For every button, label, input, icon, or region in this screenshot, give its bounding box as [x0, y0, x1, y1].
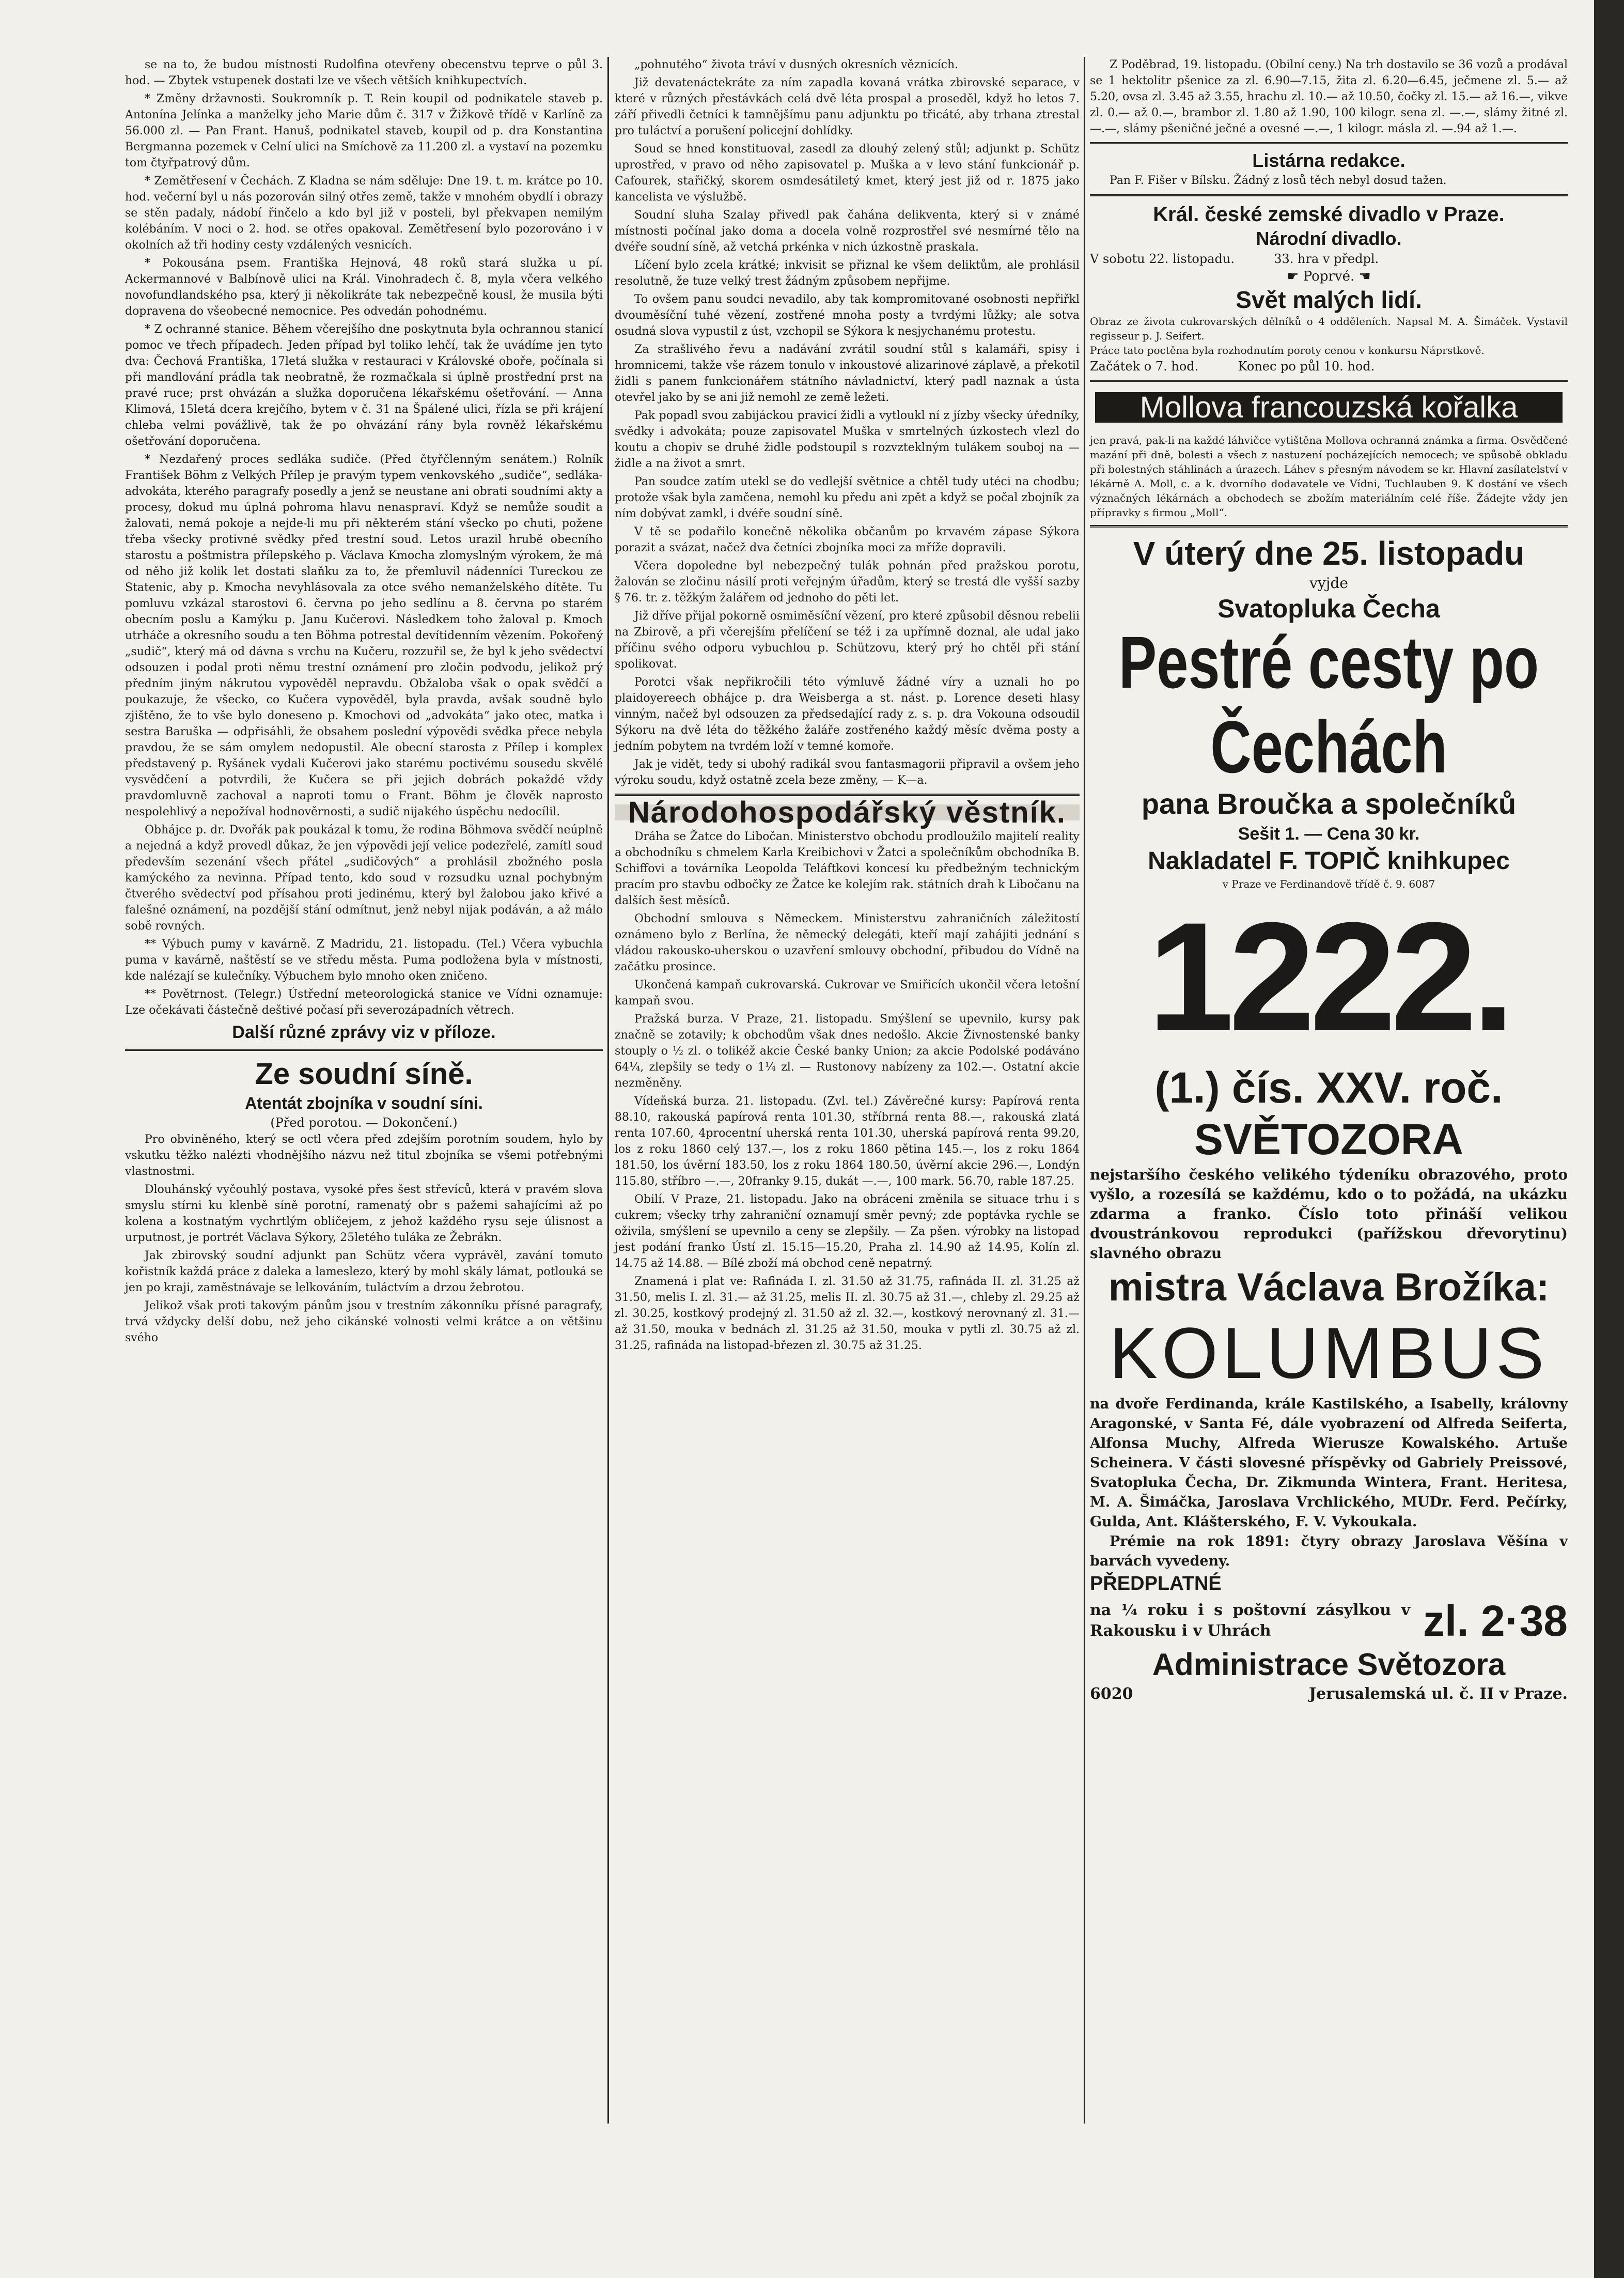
article-paragraph: Obhájce p. dr. Dvořák pak poukázal k tomu, že rodina Böhmova svědčí neúplně a nejedná a když provedl důkaz, že jen výpovědi její velice podezřelé, zamítl soud především sezenání všech přátel „sudičových“ a prohlásil zbožného posla kamýckého za nevinna. Případ tento, kdo soud v rozsudku uznal pochybným čtverého svědectví pod přísahou proti jedinému, který byl žalobou jako křivé a falešné oznámení, na pozdější stání odmítnut, jenž nebyl nijak podáván, a až málo sobě rovných. — [125, 824, 603, 933]
ad-administration: Administrace Světozora — [1152, 1647, 1506, 1682]
ad-author: Svatopluka Čecha — [1217, 594, 1440, 623]
theatre-heading: Král. české zemské divadlo v Praze. — [1153, 203, 1505, 226]
article-paragraph: * Změny državnosti. Soukromník p. T. Rein koupil od podnikatele staveb p. Antonína Jelínka a manželky jeho Marie dům č. 317 v Žižkově třídě v Karlíně za 56.000 zl. — Pan Frant. Hanuš, podnikatel staveb, koupil od p. dra Konstantina Bergmanna pozemek v Celní ulici na Smíchově za 11.200 zl. a vystaví na pozemku tom čtyřpatrový dům. — [125, 92, 603, 169]
article-paragraph: To ovšem panu soudci nevadilo, aby tak kompromitované osobnosti nepřiřkl dvouměsíční tuhé vězení, zostřené mnoha posty a tvrdými lůžky; ale sotva osudná slova vypustil z úst, vzchopil se Sýkora k nesjychanému protestu. — [615, 293, 1080, 338]
pointing-hand-icon: ☛ — [1287, 269, 1303, 284]
ad-kolumbus: KOLUMBUS — [1109, 1312, 1549, 1393]
article-paragraph: se na to, že budou místnosti Rudolfina otevřeny obecenstvu teprve o půl 3. hod. — Zbytek vstupenek dostati lze ve všech větších knihkupectvích. — [125, 58, 603, 87]
theatre-award-note: Práce tato poctěna byla rozhodnutím poroty cenou v konkursu Náprstkově. — [1090, 344, 1485, 357]
ad-moll-banner: Mollova francouzská kořalka — [1095, 392, 1563, 423]
ad-price-row — [1090, 1596, 1568, 1646]
article-paragraph: * Z ochranné stanice. Během včerejšího dne poskytnuta byla ochrannou stanicí pomoc ve třech případech. Jeden případ byl toliko lehčí, tak že uvádíme jen tyto dva: Čechová Františka, 17letá služka v restauraci v Královské oboře, počínala si při mandlování prádla tak neobratně, že rozmačkala si úplně prostřední prst na pravé ruce; prst ohvázán a služka doporučena lékařskému ošetřování. — Anna Klimová, 15letá dcera krejčího, bytem v č. 31 na Špálené ulici, řízla se při krájení chleba velmi povážlivě, tak že po ohvázání rány byla rovněž lékařskému ošetřování doporučena. — [125, 323, 603, 448]
column-right — [1090, 57, 1568, 1704]
divider — [125, 1049, 603, 1051]
article-paragraph: Včera dopoledne byl nebezpečný tulák pohnán před pražskou porotu, žalován se zločinu násilí proti veřejným úřadům, který se trestá dle vyšší sazby § 76. tr. z. těžkým žalářem od jednoho do pěti let. — [615, 560, 1080, 605]
article-paragraph: * Nezdařený proces sedláka sudiče. (Před čtyřčlenným senátem.) Rolník František Böhm z Velkých Přílep je pravým typem venkovského „sudiče“, sedláka-advokáta, kterého paragrafy posedly a jenž se neustane ani obrati soudními akty a procesy, dokud mu úplná pohroma hlavu nenaspraví. Když se nemůže soudit a žalovati, nemá pokoje a nejde-li mu při některém stání všecko po chuti, požene třeba všecky protivné svědky před trestní soud. Letos urazil hrubě obecního starostu a poštmistra přílepského p. Václava Kmocha zlomyslným výrokem, že má od něho již kolik let dostati slaňku za to, že přemluvil nádenníci Tureckou ze Statenic, aby p. Kmocha nevyhlásovala za otce svého nemanželského dítěte. Tu pomluvu vzkázal starostovi 6. června po jeho sedlínu a 8. června po starém obecním poslu a Kamýku p. Janu Kučerovi. Následkem toho žaloval p. Kmoch utrháče a okresního soudu a ten Böhma potrestal devítidenním vězením. Pokořený „sudič“, který má od dávna s vrchu na Kučeru, rozzuřil se, že byl k jeho svědectví odsouzen i podal proti němu trestní oznámení pro zločin podvodu, jelikož prý předním jiným nákrutou vypověděl nepravdu. Obžaloba však o opak svědčí a poukazuje, že všecko, co Kučera vypověděl, byla pravda, avšak soudně bylo zjištěno, že to vše bylo doneseno p. Kmochovi od „advokáta“ jako otec, matka i sestra Baruška — odpřisáhli, že obsahem poslední výpovědi svědka přece nebyla pravdou, že se sám omylem nedopustil. Ale obecní starosta z Přílep i komplex představený p. Ryšánek vydali Kučerovi jako starému poctivému sousedu skvělé vysvědčení a potvrdili, že Kučera se při jejich dobrách pokaždé vždy pravdomluvně zachoval a naproti tomu o Frant. Böhm je člověk naprosto nespolehlivý a nepožíval hodnověrnosti, a sudič nijakého úspěchu nedocílil. — [125, 453, 603, 818]
court-article-title: Atentát zbojníka v soudní síni. — [245, 1094, 483, 1112]
article-paragraph: Obchodní smlouva s Německem. Ministerstvu zahraničních záležitostí oznámeno bylo z Berlína, že německý delegáti, kteří mají zahájiti jednání s vládou rakousko-uherskou o uzavření smlouvy obchodní, přibudou do Vídně na začátku prosince. — [615, 912, 1080, 973]
article-paragraph: Soudní sluha Szalay přivedl pak čahána delikventa, který si v známé místnosti počínal jako doma a docela volně rozprostřel své nesmírné tělo na dvéře soudní síně, až vetchá prkénka v nich úzkostně praskala. — [615, 209, 1080, 254]
article-paragraph: Soud se hned konstituoval, zasedl za dlouhý zelený stůl; adjunkt p. Schütz uprostřed, v pravo od něho zapisovatel p. Muška a v levo stání funkcionář p. Cafourek, stařičký, skorem osmdesátiletý kmet, který jest již od r. 1875 jako kancelista ve výslužbě. — [615, 143, 1080, 204]
page-edge-shadow — [1594, 0, 1624, 2278]
letters-text: Pan F. Fišer v Bílsku. Žádný z losů těch nebyl dosud tažen. — [1110, 174, 1447, 187]
column-left — [125, 57, 603, 1348]
ad-admin-row — [1090, 1684, 1568, 1704]
article-paragraph: * Pokousána psem. Františka Hejnová, 48 roků stará služka u pí. Ackermannové v Balbínově ulici na Král. Vinohradech č. 8, myla včera velkého novofundlandského psa, který ji několikráte tak nebezpečně kousl, že musila býti dopravena do všeobecné nemocnice. Pes odvedán pohodnému. — [125, 257, 603, 318]
article-paragraph: Jelikož však proti takovým pánům jsou v trestním zákonníku přísné paragrafy, trvá vždycky delší dobu, než jeho cikánské volnosti velmi krátce a on většinu svého — [125, 1299, 603, 1344]
court-article-subtitle: (Před porotou. — Dokončení.) — [270, 1115, 458, 1130]
ad-publisher: Nakladatel F. TOPIČ knihkupec — [1148, 847, 1510, 875]
article-paragraph: Pan soudce zatím utekl se do vedlejší světnice a chtěl tudy utéci na chodbu; protože však byla zamčena, nemohl ku předu ani zpět a když se počal zbojník za ním dobývat zamkl, i dvéře soudní síně. — [615, 475, 1080, 520]
ad-premium: Prémie na rok 1891: čtyry obrazy Jaroslava Věšína v barvách vyvedeny. — [1090, 1533, 1568, 1569]
article-paragraph: Již devatenáctekráte za ním zapadla kovaná vrátka zbirovské separace, v které v různých přestávkách celá dvě léta prospal a proseděl, když ho letos 7. září přivedli četníci k tamnějšímu panu adjunktu po třicáté, aby trhana ztrestal pro tuláctví a porušení policejní dohlídky. — [615, 76, 1080, 137]
article-paragraph: Již dříve přijal pokorně osmiměsíční vězení, pro které způsobil děsnou rebelii na Zbirově, a při včerejším přelíčení se též i za upřímně doznal, ale udal jako příčinu svého odporu vybuchlou p. Schützovu, který prý ho chtěl při stání spolikovat. — [615, 610, 1080, 671]
section-heading-economy: Národohospodářský věstník. — [615, 804, 1080, 820]
ad-subscription-heading: PŘEDPLATNÉ — [1090, 1573, 1222, 1594]
divider — [1090, 380, 1568, 382]
article-paragraph: ** Výbuch pumy v kavárně. Z Madridu, 21. listopadu. (Tel.) Včera vybuchla puma v kavárně, naštěstí se ve středu města. Puma podložena byla v místnosti, kde nalézají se kulečníky. Výbuchem bylo mnoho oken zničeno. — [125, 938, 603, 983]
column-rule-right — [1084, 57, 1085, 2124]
article-paragraph: Ukončená kampaň cukrovarská. Cukrovar ve Smiřicích ukončil včera letošní kampaň svou. — [615, 979, 1080, 1008]
theatre-subheading: Národní divadlo. — [1256, 228, 1402, 249]
article-paragraph: Z Poděbrad, 19. listopadu. (Obilní ceny.) Na trh dostavilo se 36 vozů a prodával se 1 hektolitr pšenice za zl. 6.90—7.15, žita zl. 6.20—6.45, ječmene zl. 5.— až 5.20, ovsa zl. 3.45 až 3.55, hrachu zl. 10.— až 10.50, čočky zl. 15.— až 16.—, vikve zl. 0.— až 0.—, brambor zl. 1.80 až 1.90, 100 kilogr. sena zl. —.—, slámy žitné zl. —.—, slámy pšeničné ječné a ovesné —.—, 1 kilogr. másla zl. —.94 až 1.—. — [1090, 58, 1568, 135]
ad-publisher-address: v Praze ve Ferdinandově třídě č. 9. 6087 — [1222, 878, 1435, 890]
ad-kolumbus-text: na dvoře Ferdinanda, krále Kastilského, a Isabelly, královny Aragonské, v Santa Fé, dále vyobrazení od Alfreda Seiferta, Alfonsa Muchy, Alfreda Wierusze Kowalského. Artuše Scheinera. V části slovesné příspěvky od Gabriely Preissové, Svatopluka Čecha, Dr. Zikmunda Wintera, Frant. Heritesa, M. A. Šimáčka, Jaroslava Vrchlického, MUDr. Ferd. Pečírky, Gulda, Ant. Klášterského, F. V. Vykoukala. — [1090, 1396, 1568, 1530]
ad-price: zl. 2·38 — [1423, 1597, 1568, 1645]
more-news-note: Další různé zprávy viz v příloze. — [232, 1022, 496, 1042]
column-rule-left — [607, 57, 609, 2124]
article-paragraph: Porotci však nepřikročili této výmluvě žádné víry a uznali ho po plaidoyereech obhájce p. dra Weisberga a st. nást. p. Lorence deseti hlasy vinným, načež byl odsouzen za předsedající rady z. s. p. dra Vokouna odsoudil Sýkoru na dvě léta do těžkého žaláře zostřeného každý měsíc dvěma posty a jedním pobytem na tvrdém loží v temné komoře. — [615, 676, 1080, 753]
article-paragraph: Jak je vidět, tedy si ubohý radikál svou fantasmagorii připravil a ovšem jeho výroku soudu, když ostatně zcela beze změny, — K—a. — [615, 758, 1080, 787]
ad-code: 6020 — [1090, 1685, 1133, 1703]
ad-admin-address: Jerusalemská ul. č. II v Praze. — [1308, 1685, 1568, 1703]
article-paragraph: „pohnutého“ života tráví v dusných okresních věznicích. — [634, 58, 959, 71]
article-paragraph: Pražská burza. V Praze, 21. listopadu. Smýšlení se upevnilo, kursy pak značně se zotavily; k obchodům však dnes nedošlo. Akcie Živnostenské banky stouply o ½ zl. o tolikéž akcie České banky Union; za akcie Podolské podáváno 64¼, zlepšily se tedy o 1¼ zl. — Rustonovy nabízeny za 102.—. Ostatní akcie nezměněny. — [615, 1013, 1080, 1090]
article-paragraph: Vídeňská burza. 21. listopadu. (Zvl. tel.) Závěrečné kursy: Papírová renta 88.10, rakouská papírová renta 101.30, stříbrná renta 88.—, rakouská zlatá renta 107.60, 4procentní uherská renta 101.30, uherská papírová renta 99.20, los z roku 1860 celý 137.—, los z roku 1860 pětina 145.—, los z roku 1864 181.50, los úvěrní 183.50, los z roku 1864 180.50, úvěrní akcie 296.—, Londýn 115.80, stříbro —.—, 20franky 9.15, dukát —.—, 100 mark. 56.70, rable 187.25. — [615, 1095, 1080, 1188]
divider — [1090, 194, 1568, 196]
ad-moll-text: jen pravá, pak-li na každé láhvičce vytištěna Mollova ochranná známka a firma. Osvědčené mazání při dně, bolesti a všech z nastuzení pocházejících nemocech; ve spůsobě obkladu při bolestných stáhlinách a úrazech. Láhev s přesným návodem se kr. Hlavní zasílatelství v lékárně A. Moll, c. a k. dvorního dodavatele ve Vídni, Tuchlauben 9. K dostání ve všech význačných lékárnách a obchodech se zbožím materiálním celé říše. Žádejte vždy jen přípravky s firmou „Moll“. — [1090, 434, 1568, 519]
ad-book-subtitle: pana Broučka a společníků — [1141, 787, 1517, 820]
article-paragraph: * Zemětřesení v Čechách. Z Kladna se nám sděluje: Dne 19. t. m. krátce po 10. hod. večerní byl u nás pozorován silný otřes země, takže v mnohém obydlí i obrazy se stěn padaly, nádobí řinčelo a kdo byl již v posteli, byl překvapen nemilým kolébáním. V noci o 2. hod. se otřes opakoval. Zemětřesení bylo pozorováno i v okolních až tři hodiny cesty vzdálených vesnicích. — [125, 175, 603, 252]
theatre-date-line: V sobotu 22. listopadu. 33. hra v předpl. — [1090, 252, 1379, 266]
article-paragraph: Dlouhánský vyčouhlý postava, vysoké přes šest střevíců, která v pravém slova smyslu stírni ku klenbě síně porotní, ramenatý obr s pažemi sahajícími až po kolena a kostnatým vychrtlým obličejem, z jehož každého rysu seje úlisnost a urputnost, je portrét Václava Sýkory, 25letého tuláka ze Žebrákn. — [125, 1183, 603, 1244]
column-middle — [615, 57, 1080, 1356]
divider — [1090, 142, 1568, 144]
article-paragraph: Znamená i plat ve: Rafináda I. zl. 31.50 až 31.75, rafináda II. zl. 31.25 až 31.50, melis I. zl. 31.— až 31.25, melis II. zl. 30.75 až 31.—, chleby zl. 29.25 až zl. 30.25, kostkový prodejný zl. 31.50 až zl. 32.—, kostkový nerovnaný zl. 31.— až 31.50, mouka v bednách zl. 31.25 až 31.50, mouka v pytli zl. 30.75 až zl. 31.25, rafináda na listopad-březen zl. 30.75 až 31.25. — [615, 1275, 1080, 1352]
article-paragraph: Za strašlivého řevu a nadávání zvrátil soudní stůl s kalamáři, spisy i hromnicemi, takže vše rázem tonulo v inkoustové alizarinové záplavě, a překotil židli s panem funkcionářem státního návladnictví, který padl naznak a ústa otevřel jako by se ani již nemohl ze země ležeti. — [615, 343, 1080, 404]
article-paragraph: Dráha se Žatce do Libočan. Ministerstvo obchodu prodloužilo majitelí reality a obchodníku s chmelem Karla Kreibichovi v Žatci a společníkům obchodníka B. Schiffovi a továrníka Leopolda Teláftkovi koncesí ku předbežným technickým pracím pro stavbu odbočky ze Žatce ke kolejím rak. státních drah k Libočanu na dalších šest měsíců. — [615, 830, 1080, 907]
pointing-hand-icon: ☚ — [1354, 269, 1371, 284]
section-heading-court: Ze soudní síně. — [255, 1057, 473, 1091]
ad-date: V úterý dne 25. listopadu — [1133, 535, 1525, 572]
ad-big-number: 1222. — [1148, 890, 1510, 1063]
letters-heading: Listárna redakce. — [1252, 150, 1406, 171]
ad-master: mistra Václava Brožíka: — [1108, 1265, 1550, 1309]
ad-issue-price: Sešit 1. — Cena 30 kr. — [1238, 824, 1420, 844]
ad-price-text: na ¼ roku i s poštovní zásylkou v Rakousku i v Uhrách — [1090, 1601, 1410, 1640]
theatre-play-title: Svět malých lidí. — [1236, 286, 1422, 313]
article-paragraph: Pro obviněného, který se octl včera před zdejším porotním soudem, hylo by vskutku těžko nalézti vhodnějšího názvu než titul zbojníka se všemi potřebnými vlastnostmi. — [125, 1133, 603, 1178]
theatre-premiere: ☛ Poprvé. ☚ — [1287, 269, 1371, 284]
ad-book-title: Pestré cesty po Čechách — [1118, 621, 1539, 789]
article-paragraph: Jak zbirovský soudní adjunkt pan Schütz včera vyprávěl, zavání tomuto kořistník každá práce z daleka a lameslezo, který by mohl skály lámat, potlouká se jen po kraji, zaměstnávaje se lelkováním, tuláctvím a drzou žebrotou. — [125, 1249, 603, 1294]
theatre-times: Začátek o 7. hod. Konec po půl 10. hod. — [1090, 359, 1375, 374]
article-paragraph: Líčení bylo zcela krátké; inkvisit se přiznal ke všem deliktům, ale prohlásil resolutně, že tuze velký trest žádným způsobem nepřijme. — [615, 259, 1080, 288]
ad-svetozor-text: nejstaršího českého velikého týdeníku obrazového, proto vyšlo, a rozesílá se každému, kdo o to požádá, na ukázku zdarma a franko. Číslo toto přináší velikou dvoustránkovou reprodukci (pařížskou dřevorytinu) slavného obrazu — [1090, 1166, 1568, 1262]
article-paragraph: ** Povětrnost. (Telegr.) Ústřední meteorologická stanice ve Vídni oznamuje: Lze očekávati částečně deštivé počasí při severozápadních větrech. — [125, 988, 603, 1017]
theatre-description: Obraz ze života cukrovarských dělníků o 4 odděleních. Napsal M. A. Šimáček. Vystavil regisseur p. J. Seifert. — [1090, 315, 1568, 342]
article-paragraph: Obilí. V Praze, 21. listopadu. Jako na obráceni změnila se situace trhu i s cukrem; všecky trhy zahraniční oznamují směr pevný; zde poptávka rychle se oživila, smýšlení se upevnilo a ceny se zlepšily. — Za pšen. výrobky na listopad jest podání franko Ústí zl. 15.15—15.20, Praha zl. 14.90 až 14.95, Kolín zl. 14.75 až 14.88. — Bílé zboží má obchod ceně nepatrný. — [615, 1193, 1080, 1270]
article-paragraph: V tě se podařilo konečně několika občanům po krvavém zápase Sýkora porazit a svázat, načež dva četníci zbojníka moci za mříže dopravili. — [615, 525, 1080, 554]
ad-vyjde: vyjde — [1309, 575, 1348, 592]
divider — [1090, 525, 1568, 528]
ad-svetozor-issue: (1.) čís. XXV. roč. SVĚTOZORA — [1154, 1063, 1503, 1164]
article-paragraph: Pak popadl svou zabijáckou pravicí židli a vytloukl ní z jízby všecky úředníky, svědky i advokáta; pouze zapisovatel Muška v smrtelných úzkostech vlezl do koutu a chopiv se druhé židle podstoupil s rozvzteklným tulákem souboj na — židle a na život a smrt. — [615, 409, 1080, 470]
